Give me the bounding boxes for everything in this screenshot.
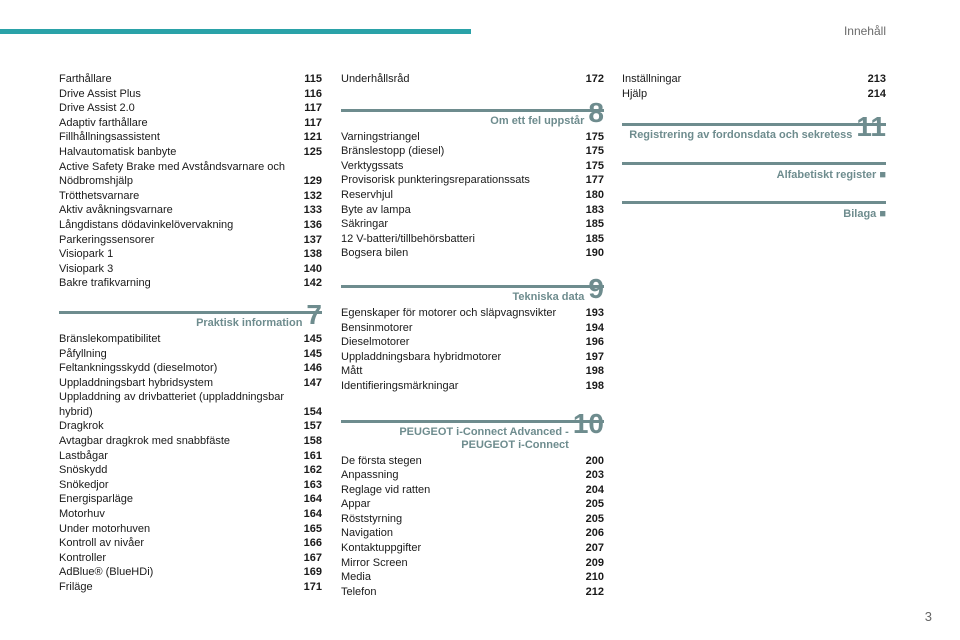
toc-entry-title: Egenskaper för motorer och släpvagnsvikter (341, 306, 557, 319)
section-number: 11 (856, 111, 886, 143)
toc-entry-title: Uppladdningsbara hybridmotorer (341, 350, 502, 363)
toc-entry-title: Under motorhuven (59, 522, 151, 535)
section-header-10 (341, 407, 604, 452)
toc-entry-page: 209 (585, 556, 604, 569)
toc-entry-title: Aktiv avåkningsvarnare (59, 204, 173, 217)
toc-entry-page: 206 (585, 527, 604, 540)
toc-entry-title: Varningstriangel (341, 130, 420, 143)
section-number: 10 (572, 407, 604, 439)
toc-entry-title: Telefon (341, 585, 377, 598)
toc-list (341, 72, 604, 87)
toc-list (341, 454, 604, 600)
section-title: Tekniska data (512, 290, 585, 303)
appendix-index-title: Alfabetiskt register ■ (776, 169, 886, 182)
toc-entry-title: Verktygssats (341, 159, 404, 172)
toc-entry[interactable] (59, 507, 322, 522)
toc-entry-title: Långdistans dödavinkelövervakning (59, 218, 234, 231)
toc-entry-title: Identifieringsmärkningar (341, 379, 459, 392)
toc-entry-page: 161 (303, 449, 322, 462)
toc-entry-title: Säkringar (341, 218, 389, 231)
toc-entry[interactable] (59, 376, 322, 391)
toc-entry-page: 133 (303, 204, 322, 217)
toc-list (341, 130, 604, 261)
toc-entry[interactable] (59, 218, 322, 233)
toc-entry-title: Bränslestopp (diesel) (341, 145, 445, 158)
toc-entry[interactable] (341, 217, 604, 232)
toc-entry[interactable] (341, 483, 604, 498)
toc-entry-page: 140 (303, 262, 322, 275)
toc-entry-title: Bränslekompatibilitet (59, 332, 161, 345)
toc-entry[interactable] (59, 463, 322, 478)
toc-entry-title: Navigation (341, 527, 393, 540)
toc-column-2 (341, 72, 604, 599)
toc-entry-page: 190 (585, 247, 604, 260)
toc-entry[interactable] (341, 556, 604, 571)
toc-entry[interactable] (341, 570, 604, 585)
toc-entry-title: Mirror Screen (341, 556, 408, 569)
toc-entry[interactable] (59, 130, 322, 145)
toc-entry-title: Inställningar (622, 73, 682, 85)
toc-entry-title: Anpassning (341, 469, 399, 482)
toc-entry-title: Lastbågar (59, 449, 108, 462)
section-title-line-1: PEUGEOT i-Connect Advanced - (399, 425, 569, 438)
toc-entry-page: 196 (585, 336, 604, 349)
toc-entry-page: 185 (585, 218, 604, 231)
section-header-8 (341, 96, 604, 128)
toc-entry-title: Active Safety Brake med Avståndsvarnare och Nödbromshjälp (59, 160, 286, 188)
toc-entry-title: Trötthetsvarnare (59, 189, 140, 202)
toc-entry-title: Motorhuv (59, 508, 105, 521)
toc-entry-page: 164 (303, 493, 322, 506)
toc-entry[interactable] (341, 541, 604, 556)
toc-entry[interactable] (59, 347, 322, 362)
page-number: 3 (924, 609, 932, 624)
toc-entry-title: Drive Assist 2.0 (59, 102, 135, 115)
toc-entry-title: AdBlue® (BlueHDi) (59, 566, 154, 579)
toc-entry-page: 121 (303, 131, 322, 144)
toc-entry-page: 175 (585, 159, 604, 172)
toc-entry-title: Visiopark 3 (59, 262, 114, 275)
toc-entry-title: Drive Assist Plus (59, 87, 141, 100)
toc-entry-title: 12 V-batteri/tillbehörsbatteri (341, 232, 475, 245)
section-title-line-2: PEUGEOT i-Connect (461, 438, 569, 451)
toc-entry-title: De första stegen (341, 454, 422, 467)
toc-entry-title: Energisparläge (59, 493, 133, 506)
toc-entry-page: 115 (304, 73, 322, 85)
toc-entry-page: 164 (303, 508, 322, 521)
toc-entry[interactable] (341, 585, 604, 600)
toc-entry-title: Dieselmotorer (341, 336, 410, 349)
toc-column-1 (59, 72, 322, 595)
toc-entry-title: Bakre trafikvarning (59, 277, 151, 290)
appendix-attachment-title: Bilaga ■ (843, 208, 886, 221)
toc-entry-page: 137 (303, 233, 322, 246)
toc-entry-title: Reservhjul (341, 188, 393, 201)
toc-entry-title: Visiopark 1 (59, 248, 114, 261)
toc-entry-title: Röststyrning (341, 512, 403, 525)
toc-entry-title: Snöskydd (59, 464, 108, 477)
toc-entry-page: 171 (303, 581, 322, 593)
toc-entry[interactable] (59, 580, 322, 595)
toc-entry-page: 136 (303, 218, 322, 231)
toc-entry[interactable] (341, 144, 604, 159)
toc-entry-title: Kontroller (59, 551, 107, 564)
toc-entry-page: 147 (303, 376, 322, 389)
toc-entry-page: 193 (585, 306, 604, 319)
toc-entry-page: 175 (585, 145, 604, 158)
toc-entry-page: 183 (585, 203, 604, 216)
toc-entry-page: 172 (585, 73, 604, 85)
toc-entry[interactable] (59, 492, 322, 507)
section-number: 8 (588, 96, 604, 128)
toc-entry-title: Fillhållningsassistent (59, 131, 160, 144)
toc-entry[interactable] (622, 87, 886, 102)
toc-entry-page: 117 (304, 102, 322, 115)
toc-entry-page: 166 (303, 537, 322, 550)
section-header-7 (59, 298, 322, 330)
toc-entry-title: Parkeringssensorer (59, 233, 155, 246)
toc-entry[interactable] (59, 361, 322, 376)
toc-entry-title: Farthållare (59, 73, 112, 85)
toc-entry[interactable] (341, 350, 604, 365)
toc-entry-title: Media (341, 571, 371, 584)
toc-entry-page: 167 (303, 551, 322, 564)
toc-entry[interactable] (341, 526, 604, 541)
toc-entry[interactable] (341, 203, 604, 218)
toc-entry[interactable] (59, 434, 322, 449)
appendix-index (622, 162, 886, 181)
toc-entry-page: 138 (303, 248, 322, 261)
page-header-title: Innehåll (843, 24, 886, 38)
toc-entry-title: Reglage vid ratten (341, 483, 431, 496)
toc-entry-page: 194 (585, 321, 604, 334)
toc-entry[interactable] (59, 87, 322, 102)
toc-entry-page: 157 (303, 420, 322, 433)
toc-entry-page: 145 (303, 347, 322, 360)
toc-entry[interactable] (341, 454, 604, 469)
toc-entry-title: Avtagbar dragkrok med snabbfäste (59, 435, 231, 448)
toc-entry-page: 125 (303, 145, 322, 158)
toc-entry[interactable] (341, 306, 604, 321)
toc-entry-page: 165 (303, 522, 322, 535)
toc-entry-title: Halvautomatisk banbyte (59, 145, 177, 158)
toc-entry[interactable] (341, 497, 604, 512)
toc-list (59, 72, 322, 291)
toc-entry-title: Kontaktuppgifter (341, 542, 422, 555)
toc-entry[interactable] (59, 522, 322, 537)
toc-entry-page: 177 (585, 174, 604, 187)
section-header-11 (622, 111, 886, 143)
section-title: Praktisk information (196, 316, 303, 329)
toc-entry-page: 169 (303, 566, 322, 579)
toc-entry-page: 146 (303, 362, 322, 375)
toc-entry[interactable] (59, 332, 322, 347)
toc-entry-page: 210 (585, 571, 604, 584)
toc-entry-page: 158 (303, 435, 322, 448)
section-number: 7 (306, 298, 322, 330)
toc-entry-page: 214 (867, 87, 886, 100)
toc-entry-title: Adaptiv farthållare (59, 116, 148, 129)
toc-entry-title: Snökedjor (59, 478, 109, 491)
toc-entry-title: Uppladdningsbart hybridsystem (59, 376, 214, 389)
toc-entry[interactable] (341, 321, 604, 336)
toc-entry[interactable] (59, 101, 322, 116)
toc-entry-page: 180 (585, 188, 604, 201)
toc-entry[interactable] (59, 276, 322, 291)
toc-entry-page: 205 (585, 498, 604, 511)
toc-entry[interactable] (341, 188, 604, 203)
section-title: Om ett fel uppstår (490, 114, 585, 127)
toc-entry[interactable] (341, 364, 604, 379)
toc-entry-page: 212 (585, 585, 604, 598)
toc-entry[interactable] (59, 551, 322, 566)
section-header-9 (341, 272, 604, 304)
toc-entry[interactable] (59, 449, 322, 464)
toc-entry-title: Hjälp (622, 87, 648, 100)
toc-entry[interactable] (341, 379, 604, 394)
toc-entry-title: Uppladdning av drivbatteriet (uppladdningsbar hybrid) (59, 391, 285, 418)
toc-entry[interactable] (59, 233, 322, 248)
toc-entry-page: 142 (303, 277, 322, 290)
toc-entry-page: 154 (303, 405, 322, 418)
toc-entry[interactable] (59, 478, 322, 493)
toc-entry-page: 213 (867, 73, 886, 85)
toc-entry[interactable] (59, 189, 322, 204)
toc-entry[interactable] (622, 72, 886, 87)
toc-entry-page: 175 (585, 130, 604, 143)
toc-entry-title: Underhållsråd (341, 73, 410, 85)
toc-entry-page: 198 (585, 379, 604, 392)
toc-entry-title: Mått (341, 365, 363, 378)
toc-entry-page: 207 (585, 542, 604, 555)
toc-entry-title: Friläge (59, 581, 93, 593)
toc-entry-page: 185 (585, 232, 604, 245)
toc-entry-title: Bensinmotorer (341, 321, 413, 334)
toc-entry[interactable] (341, 468, 604, 483)
toc-entry-page: 204 (585, 483, 604, 496)
toc-entry-page: 198 (585, 365, 604, 378)
toc-entry[interactable] (59, 536, 322, 551)
toc-entry[interactable] (59, 160, 322, 189)
toc-list (59, 332, 322, 595)
section-title: Registrering av fordonsdata och sekretess (629, 129, 853, 142)
toc-entry-title: Kontroll av nivåer (59, 537, 144, 550)
toc-entry[interactable] (341, 335, 604, 350)
top-accent-bar (0, 29, 471, 34)
toc-column-3 (622, 72, 886, 220)
toc-entry-page: 203 (585, 469, 604, 482)
toc-entry[interactable] (341, 159, 604, 174)
toc-entry-page: 117 (304, 116, 322, 129)
toc-entry[interactable] (59, 145, 322, 160)
toc-entry[interactable] (341, 173, 604, 188)
toc-entry[interactable] (341, 130, 604, 145)
toc-entry-title: Byte av lampa (341, 203, 411, 216)
appendix-attachment (622, 201, 886, 220)
section-number: 9 (588, 272, 604, 304)
toc-entry[interactable] (341, 232, 604, 247)
toc-entry-title: Appar (341, 498, 371, 511)
toc-entry-title: Feltankningsskydd (dieselmotor) (59, 362, 218, 375)
toc-entry[interactable] (59, 247, 322, 262)
toc-entry-page: 129 (303, 175, 322, 188)
toc-entry-page: 200 (585, 454, 604, 467)
section-title (399, 423, 569, 452)
toc-entry[interactable] (341, 512, 604, 527)
toc-entry-title: Påfyllning (59, 347, 107, 360)
toc-entry[interactable] (59, 72, 322, 87)
toc-entry-page: 162 (303, 464, 322, 477)
toc-entry-title: Bogsera bilen (341, 247, 409, 260)
toc-entry[interactable] (59, 565, 322, 580)
toc-entry[interactable] (59, 419, 322, 434)
toc-entry-page: 116 (304, 87, 322, 100)
toc-list (341, 306, 604, 394)
toc-entry-title: Provisorisk punkteringsreparationssats (341, 174, 530, 187)
toc-entry-page: 132 (303, 189, 322, 202)
toc-list (622, 72, 886, 101)
toc-entry[interactable] (59, 203, 322, 218)
toc-entry-title: Dragkrok (59, 420, 104, 433)
toc-entry-page: 205 (585, 512, 604, 525)
toc-entry-page: 197 (585, 350, 604, 363)
toc-entry[interactable] (341, 246, 604, 261)
toc-entry-page: 145 (303, 332, 322, 345)
toc-entry[interactable] (59, 390, 322, 419)
toc-entry-page: 163 (303, 478, 322, 491)
toc-entry[interactable] (341, 72, 604, 87)
toc-entry[interactable] (59, 116, 322, 131)
toc-entry[interactable] (59, 262, 322, 277)
